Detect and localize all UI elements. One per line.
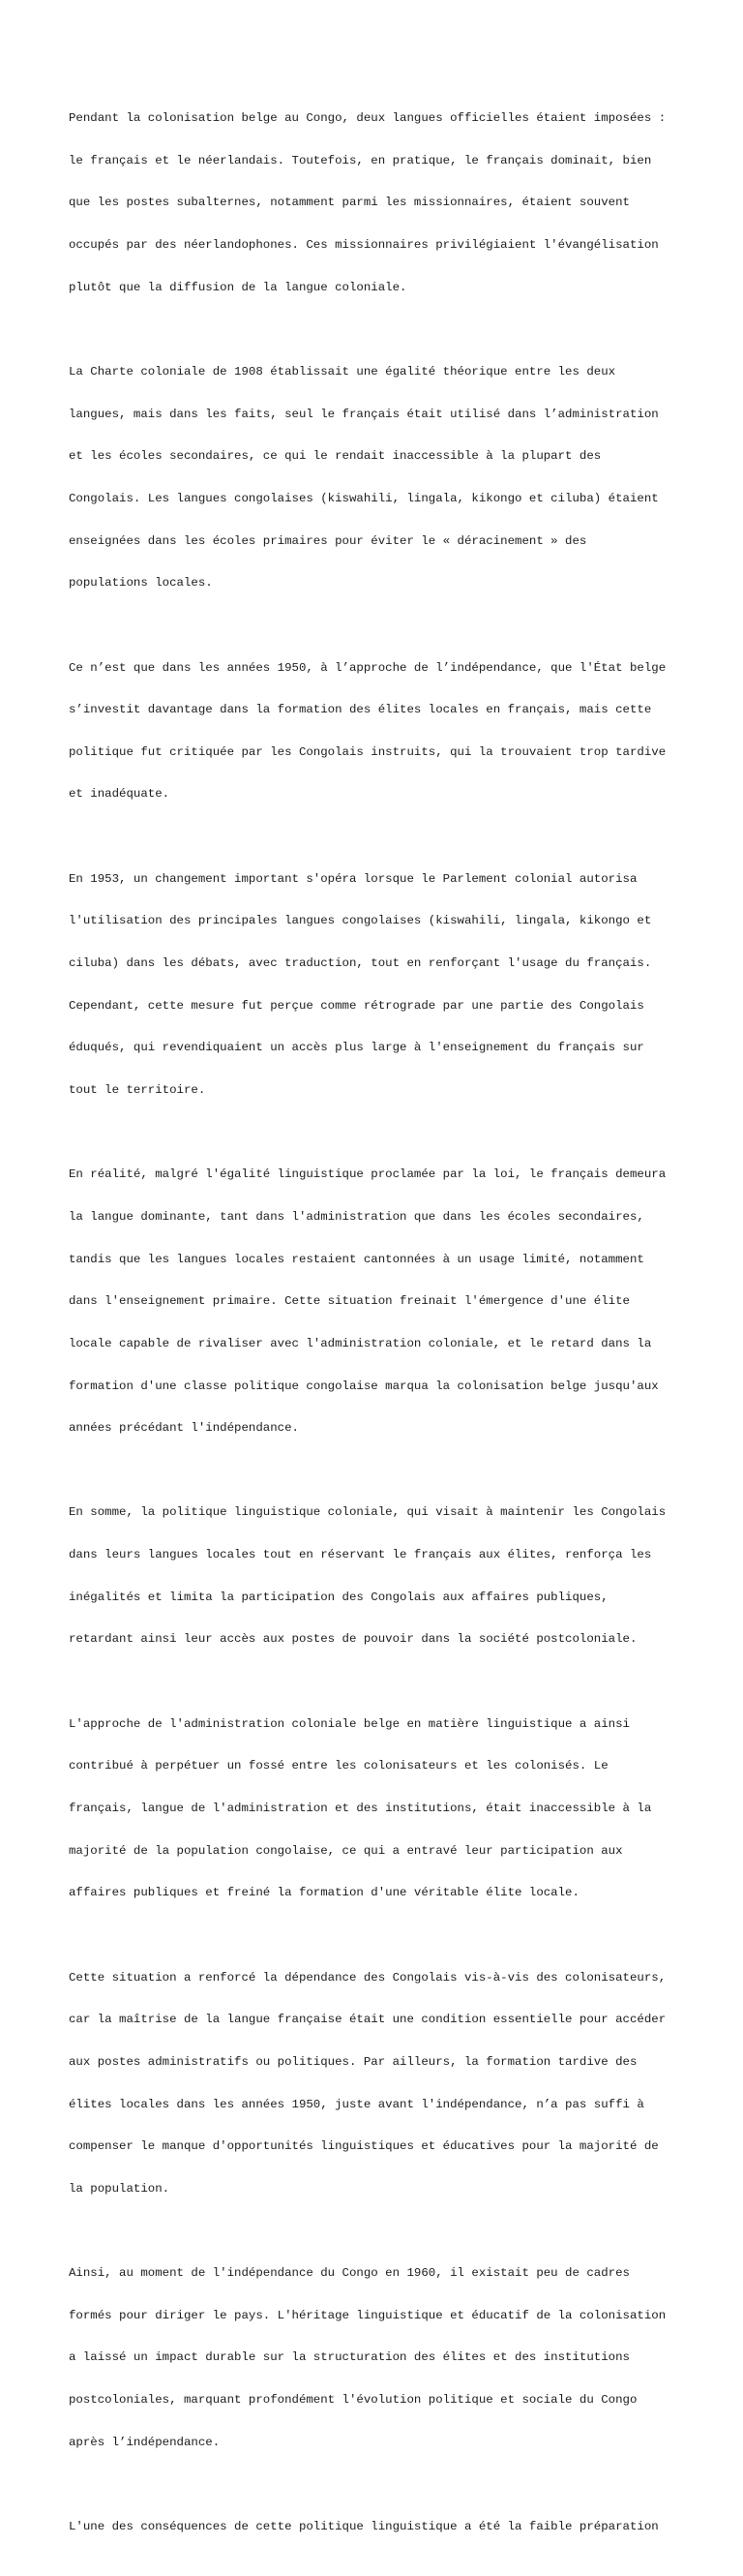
text-line: éduqués, qui revendiquaient un accès plus large à l'enseignement du français sur	[69, 1041, 644, 1055]
paragraph-2	[69, 337, 688, 619]
text-line: plutôt que la diffusion de la langue coloniale.	[69, 280, 407, 294]
text-line: années précédant l'indépendance.	[69, 1421, 299, 1436]
text-line: inégalités et limita la participation des Congolais aux affaires publiques,	[69, 1590, 609, 1604]
paragraph-6	[69, 1477, 688, 1675]
text-line: et inadéquate.	[69, 787, 170, 802]
text-line: Cependant, cette mesure fut perçue comme rétrograde par une partie des Congolais	[69, 998, 644, 1013]
text-line: et les écoles secondaires, ce qui le rendait inaccessible à la plupart des	[69, 449, 602, 464]
text-line: Ainsi, au moment de l'indépendance du Congo en 1960, il existait peu de cadres	[69, 2266, 630, 2281]
paragraph-10	[69, 2492, 688, 2562]
text-line: langues, mais dans les faits, seul le français était utilisé dans l’administration	[69, 407, 659, 421]
text-line: Pendant la colonisation belge au Congo, deux langues officielles étaient imposées :	[69, 111, 667, 126]
text-line: que les postes subalternes, notamment parmi les missionnaires, étaient souvent	[69, 196, 630, 210]
text-line: compenser le manque d'opportunités linguistiques et éducatives pour la majorité de	[69, 2139, 659, 2154]
text-line: postcoloniales, marquant profondément l'évolution politique et sociale du Congo	[69, 2393, 638, 2408]
text-line: La Charte coloniale de 1908 établissait une égalité théorique entre les deux	[69, 364, 616, 379]
paragraph-1	[69, 83, 688, 322]
text-line: L'une des conséquences de cette politique linguistique a été la faible préparation	[69, 2520, 659, 2534]
text-line: car la maîtrise de la langue française était une condition essentielle pour accéder	[69, 2013, 667, 2027]
paragraph-4	[69, 844, 688, 1126]
text-line: formés pour diriger le pays. L'héritage linguistique et éducatif de la colonisation	[69, 2308, 667, 2322]
text-line: aux postes administratifs ou politiques. Par ailleurs, la formation tardive des	[69, 2054, 638, 2069]
text-line: occupés par des néerlandophones. Ces missionnaires privilégiaient l'évangélisation	[69, 238, 659, 253]
text-line: après l’indépendance.	[69, 2435, 221, 2449]
text-line: politique fut critiquée par les Congolais instruits, qui la trouvaient trop tardive	[69, 744, 667, 759]
text-line: En somme, la politique linguistique coloniale, qui visait à maintenir les Congolais	[69, 1505, 667, 1520]
text-line: enseignées dans les écoles primaires pour éviter le « déracinement » des	[69, 533, 587, 548]
text-line: la langue dominante, tant dans l'administration que dans les écoles secondaires,	[69, 1209, 644, 1224]
text-line: Ce n’est que dans les années 1950, à l’approche de l’indépendance, que l'État belge	[69, 660, 667, 675]
text-line: dans l'enseignement primaire. Cette situation freinait l'émergence d'une élite	[69, 1294, 630, 1309]
text-line: tandis que les langues locales restaient cantonnées à un usage limité, notamment	[69, 1252, 644, 1266]
text-line: s’investit davantage dans la formation des élites locales en français, mais cette	[69, 703, 652, 717]
text-line: populations locales.	[69, 576, 213, 591]
text-line: le français et le néerlandais. Toutefois, en pratique, le français dominait, bien	[69, 153, 652, 167]
text-line: L'approche de l'administration coloniale belge en matière linguistique a ainsi	[69, 1716, 630, 1731]
paragraph-5	[69, 1139, 688, 1464]
text-line: locale capable de rivaliser avec l'administration coloniale, et le retard dans la	[69, 1336, 652, 1350]
paragraph-9	[69, 2238, 688, 2477]
text-line: la population.	[69, 2181, 170, 2196]
text-line: élites locales dans les années 1950, juste avant l'indépendance, n’a pas suffi à	[69, 2097, 644, 2111]
text-line: affaires publiques et freiné la formation d'une véritable élite locale.	[69, 1886, 580, 1900]
text-line: dans leurs langues locales tout en réservant le français aux élites, renforça les	[69, 1548, 652, 1562]
text-line: formation d'une classe politique congolaise marqua la colonisation belge jusqu'aux	[69, 1379, 659, 1393]
text-line: majorité de la population congolaise, ce qui a entravé leur participation aux	[69, 1843, 623, 1858]
text-line: retardant ainsi leur accès aux postes de pouvoir dans la société postcoloniale.	[69, 1632, 638, 1647]
paragraph-8	[69, 1943, 688, 2225]
text-line: français, langue de l'administration et des institutions, était inaccessible à la	[69, 1802, 652, 1815]
paragraph-3	[69, 632, 688, 830]
text-line: Congolais. Les langues congolaises (kiswahili, lingala, kikongo et ciluba) étaient	[69, 491, 659, 505]
text-line: l'utilisation des principales langues congolaises (kiswahili, lingala, kikongo et	[69, 914, 652, 928]
text-line: contribué à perpétuer un fossé entre les colonisateurs et les colonisés. Le	[69, 1759, 609, 1773]
document-body	[69, 83, 688, 2576]
text-line: ciluba) dans les débats, avec traduction, tout en renforçant l'usage du français.	[69, 956, 652, 971]
text-line: En réalité, malgré l'égalité linguistique proclamée par la loi, le français demeura	[69, 1167, 667, 1182]
text-line: Cette situation a renforcé la dépendance des Congolais vis-à-vis des colonisateurs,	[69, 1970, 667, 1985]
text-line: tout le territoire.	[69, 1082, 206, 1097]
paragraph-7	[69, 1689, 688, 1928]
text-line: a laissé un impact durable sur la structuration des élites et des institutions	[69, 2350, 630, 2365]
text-line: En 1953, un changement important s'opéra lorsque le Parlement colonial autorisa	[69, 871, 638, 886]
